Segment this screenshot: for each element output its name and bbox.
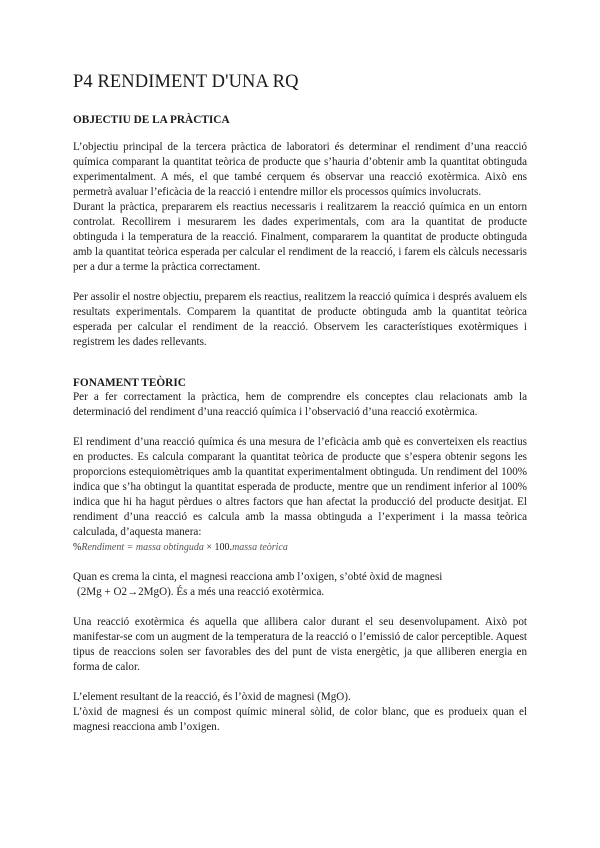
section-heading-objectiu: OBJECTIU DE LA PRÀCTICA (73, 114, 230, 126)
formula-rhs: massa teòrica (232, 542, 288, 553)
fonament-paragraph-4: Una reacció exotèrmica és aquella que allibera calor durant el seu desenvolupament. Això pot manifestar-se com un augment de la temperatura de la reacció o l’emissió de calor perceptible. Aquest tipus de reaccions solen ser favorables des del punt de vista energètic, ja que alliberen energia en forma de calor. (73, 616, 527, 673)
objectiu-paragraph-2: Durant la pràctica, prepararem els reactius necessaris i realitzarem la reacció química en un entorn controlat. Recollirem i mesurarem les dades experimentals, com ara la quantitat de producte obtinguda i la temperatura de la reacció. Finalment, compararem la quantitat de producte obtinguda amb la quantitat teòrica esperada per calcular el rendiment de la reacció, i farem els càlculs necessaris per a dur a terme la pràctica correctament. (73, 201, 527, 273)
fonament-paragraph-5: L’element resultant de la reacció, és l’òxid de magnesi (MgO). (73, 691, 351, 703)
formula-percent: % (73, 542, 82, 553)
objectiu-paragraph-1: L’objectiu principal de la tercera pràctica de laboratori és determinar el rendiment d’una reacció química comparant la quantitat teòrica de producte que s’hauria d’obtenir amb la quantitat obtinguda experimentalment. A més, el que també cerquem és observar una reacció exotèrmica. Això ens permetrà avaluar l’eficàcia de la reacció i entendre millor els processos químics involucrats. (73, 141, 527, 198)
fonament-paragraph-1: Per a fer correctament la pràctica, hem de comprendre els conceptes clau relacionats amb la determinació del rendiment d’una reacció química i l’observació d’una reacció exotèrmica. (73, 391, 527, 418)
fonament-paragraph-3-line-1: Quan es crema la cinta, el magnesi reacciona amb l’oxigen, s’obté òxid de magnesi (73, 571, 443, 583)
document-title: P4 RENDIMENT D'UNA RQ (73, 72, 299, 92)
fonament-paragraph-6: L’òxid de magnesi és un compost químic mineral sòlid, de color blanc, que es produeix quan el magnesi reacciona amb l’oxigen. (73, 706, 527, 733)
section-heading-fonament: FONAMENT TEÒRIC (73, 377, 186, 389)
objectiu-paragraph-3: Per assolir el nostre objectiu, preparem els reactius, realitzem la reacció química i després avaluem els resultats experimentals. Comparem la quantitat de producte obtinguda amb la quantitat teòrica esperada per calcular el rendiment de la reacció. Observem les característiques exotèrmiques i registrem les dades rellevants. (73, 291, 527, 348)
formula-multiplier: × 100. (203, 542, 233, 553)
formula-lhs: Rendiment = massa obtinguda (81, 542, 204, 553)
fonament-paragraph-3-line-2: (2Mg + O2→2MgO). És a més una reacció exotèrmica. (77, 586, 325, 598)
rendiment-formula (73, 540, 527, 555)
fonament-paragraph-2: El rendiment d’una reacció química és una mesura de l’eficàcia amb què es converteixen els reactius en productes. Es calcula comparant la quantitat teòrica de producte que s’espera obtenir segons les proporcions estequiomètriques amb la quantitat experimentalment obtinguda. Un rendiment del 100% indica que s’ha obtingut la quantitat esperada de producte, mentre que un rendiment inferior al 100% indica que hi ha hagut pèrdues o altres factors que han afectat la producció del producte desitjat. El rendiment d’una reacció es calcula amb la massa obtinguda a l’experiment i la massa teòrica calculada, d’aquesta manera: (73, 436, 527, 538)
